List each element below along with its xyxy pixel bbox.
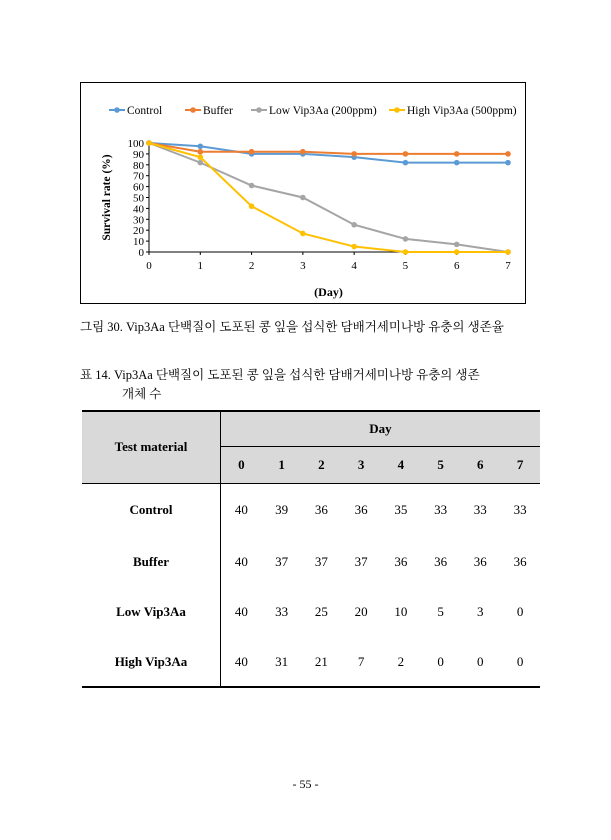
table-cell: 40 [234, 554, 248, 569]
day-header-cell: 4 [381, 446, 421, 483]
figure-caption: 그림 30. Vip3Aa 단백질이 도포된 콩 잎을 섭식한 담배거세미나방 유충의 생존율 [80, 320, 504, 334]
x-tick-label: 0 [146, 260, 152, 272]
data-point [505, 151, 511, 157]
table-cell: 33 [513, 502, 527, 518]
data-point [403, 151, 409, 157]
table-cell: 37 [354, 554, 368, 569]
table-cell: 0 [516, 604, 524, 619]
table-cell: 36 [513, 554, 527, 569]
chart-canvas [81, 83, 527, 305]
data-point [505, 249, 511, 255]
data-point [197, 149, 203, 155]
data-point [351, 244, 357, 250]
data-point [249, 203, 255, 209]
table-cell: 37 [314, 554, 328, 569]
header-test-material: Test material [82, 411, 221, 483]
y-tick-label: 100 [127, 138, 144, 150]
table-cell: 37 [275, 554, 289, 569]
legend-marker [256, 107, 262, 113]
survival-chart [80, 82, 526, 304]
y-axis-label: Survival rate (%) [101, 154, 113, 241]
series-line [149, 143, 508, 252]
data-point [505, 160, 511, 166]
data-point [351, 151, 357, 157]
table-cell: 40 [234, 653, 248, 669]
legend-marker [394, 107, 400, 113]
data-point [300, 231, 306, 237]
table-cell: 5 [437, 604, 444, 619]
day-header-cell: 3 [341, 446, 381, 483]
y-tick-label: 30 [133, 214, 144, 227]
table-cell: 3 [477, 604, 484, 619]
data-point [197, 143, 203, 149]
data-point [454, 242, 460, 248]
y-tick-label: 90 [133, 148, 144, 161]
table-cell: 36 [354, 502, 368, 518]
table-cell: 0 [516, 653, 524, 669]
table-cell: 40 [234, 502, 248, 518]
table-cell: 0 [477, 653, 484, 669]
y-tick-label: 40 [133, 203, 144, 216]
table-cell: 2 [397, 653, 405, 669]
data-point [300, 149, 306, 155]
table-cell: 7 [357, 653, 365, 669]
legend-marker [190, 107, 196, 113]
data-point [197, 154, 203, 160]
table-cell: 35 [394, 502, 408, 518]
row-label: Low Vip3Aa [82, 587, 221, 637]
y-tick-label: 60 [133, 181, 144, 194]
table-caption-cont: 개체 수 [122, 387, 162, 401]
data-point [351, 222, 357, 228]
table-row [82, 483, 540, 537]
data-point [249, 149, 255, 155]
page-number: - 55 - [292, 777, 319, 791]
data-point [454, 160, 460, 166]
x-tick-label: 3 [300, 260, 306, 272]
y-tick-label: 20 [133, 225, 144, 238]
table-row [82, 537, 540, 587]
row-label: Control [82, 483, 221, 537]
data-point [249, 183, 255, 189]
day-header-cell: 0 [221, 446, 262, 483]
table-cell: 36 [434, 554, 448, 569]
data-point [403, 249, 409, 255]
header-day: Day [221, 411, 541, 446]
table-cell: 20 [354, 604, 368, 619]
day-header-cell: 5 [421, 446, 461, 483]
survival-table [82, 410, 540, 688]
x-tick-label: 5 [402, 260, 409, 272]
table-cell: 36 [473, 554, 487, 569]
table-cell: 31 [275, 653, 289, 669]
x-tick-label: 6 [453, 260, 460, 272]
data-point [454, 151, 460, 157]
legend-label: Low Vip3Aa (200ppm) [269, 105, 377, 117]
data-point [403, 236, 409, 242]
day-header-cell: 7 [500, 446, 540, 483]
x-tick-label: 4 [351, 260, 357, 272]
data-point [197, 160, 203, 166]
table-cell: 40 [234, 604, 248, 619]
x-axis-label: (Day) [314, 285, 343, 299]
legend-label: High Vip3Aa (500ppm) [407, 105, 517, 117]
y-tick-label: 50 [133, 192, 144, 205]
table-cell: 36 [314, 502, 328, 518]
legend-label: Control [127, 105, 163, 117]
table-cell: 33 [473, 502, 487, 518]
table-row [82, 587, 540, 637]
table-cell: 33 [275, 604, 289, 619]
table-cell: 21 [314, 653, 328, 669]
table-cell: 39 [275, 502, 289, 518]
data-point [146, 140, 152, 146]
x-tick-label: 1 [197, 260, 204, 272]
day-header-cell: 6 [460, 446, 500, 483]
row-label: High Vip3Aa [82, 637, 221, 687]
x-tick-label: 7 [505, 260, 511, 272]
data-point [403, 160, 409, 166]
day-header-cell: 1 [262, 446, 302, 483]
table-caption: 표 14. Vip3Aa 단백질이 도포된 콩 잎을 섭식한 담배거세미나방 유충의 생존 [80, 368, 480, 382]
table-cell: 0 [437, 653, 444, 669]
table-row [82, 637, 540, 687]
y-tick-label: 0 [138, 247, 144, 259]
y-tick-label: 80 [133, 159, 144, 172]
legend-label: Buffer [203, 105, 233, 117]
data-point [454, 249, 460, 255]
data-point [300, 195, 306, 201]
y-tick-label: 70 [133, 170, 144, 183]
day-header-cell: 2 [302, 446, 342, 483]
table-cell: 33 [434, 502, 448, 518]
table-cell: 10 [394, 604, 408, 619]
row-label: Buffer [82, 537, 221, 587]
y-tick-label: 10 [133, 236, 144, 249]
x-tick-label: 2 [248, 260, 255, 272]
table-cell: 25 [314, 604, 328, 619]
table-cell: 36 [394, 554, 408, 569]
legend-marker [114, 107, 120, 113]
